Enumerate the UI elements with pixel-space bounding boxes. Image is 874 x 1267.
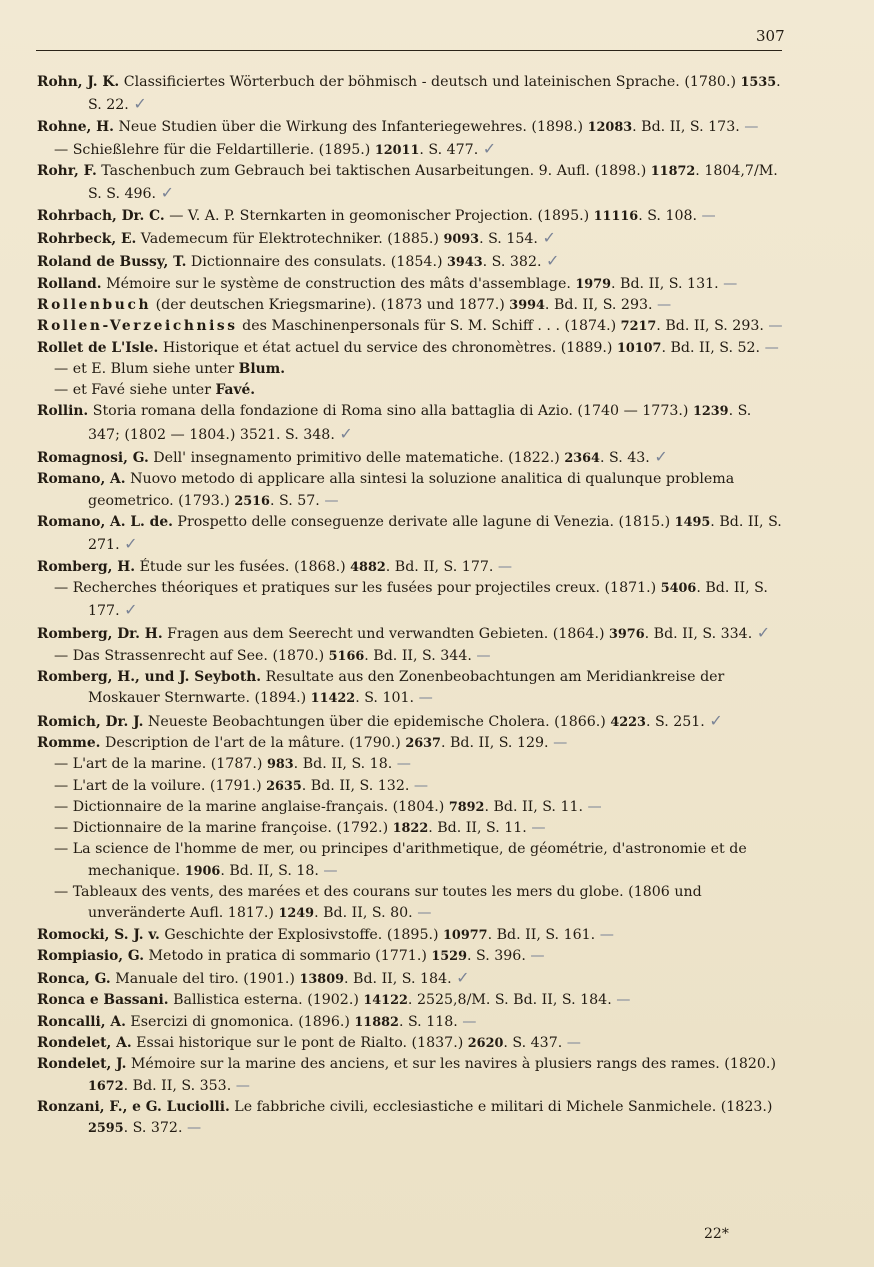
entry-title: Fragen aus dem Seerecht und verwandten Gebieten. (1864.)	[162, 626, 609, 643]
entry-author: Romberg, H., und J. Seyboth.	[37, 669, 262, 686]
entry-location: . Bd. II, S. 18.	[220, 862, 319, 879]
dash-mark-icon: —	[744, 118, 759, 135]
entry-title: — Das Strassenrecht auf See. (1870.)	[54, 647, 329, 664]
entry-location: . S. 108.	[638, 207, 698, 224]
entry-title: Dell' insegnamento primitivo delle matematiche. (1822.)	[148, 450, 565, 467]
entry-title: — Dictionnaire de la marine françoise. (1792.)	[54, 820, 393, 837]
entry-number: 1529	[431, 948, 467, 964]
entry-location: . Bd. II, S. 132.	[301, 777, 410, 794]
catalog-entry	[37, 1033, 783, 1054]
entry-number: 2516	[234, 493, 270, 509]
entry-number: 14122	[363, 993, 408, 1009]
catalog-entry	[37, 161, 783, 206]
check-mark-icon: ✓	[709, 710, 723, 730]
check-mark-icon: ✓	[654, 447, 668, 467]
entry-author: Rohrbach, Dr. C.	[37, 207, 165, 224]
entry-title: Neue Studien über die Wirkung des Infanteriegewehres. (1898.)	[113, 118, 588, 135]
catalog-entry	[37, 316, 783, 337]
entry-author: Rohn, J. K.	[37, 74, 120, 90]
page-number: 307	[756, 27, 785, 45]
entry-title: Classificiertes Wörterbuch der böhmisch - deutsch und lateinischen Sprache. (1780.)	[119, 74, 741, 90]
entry-location: . Bd. II, S. 353.	[123, 1077, 232, 1094]
dash-mark-icon: —	[497, 558, 513, 575]
entry-author: Ronca e Bassani.	[37, 992, 169, 1009]
catalog-entry	[37, 818, 783, 839]
entry-location: . Bd. II, S. 184.	[344, 971, 452, 988]
entry-number: 1495	[674, 514, 711, 530]
entry-author: Romano, A.	[37, 471, 126, 488]
entry-location: . S. 396.	[467, 947, 526, 964]
entry-location: . Bd. II, S. 344.	[364, 647, 472, 664]
header-rule	[36, 50, 782, 51]
entry-location: . 1804,7/M. S. S. 496.	[88, 163, 778, 203]
entry-author: Rohne, H.	[37, 118, 114, 135]
entry-number: 11422	[310, 691, 356, 707]
entry-location: . Bd. II, S. 173.	[632, 118, 740, 135]
catalog-entry	[37, 72, 783, 117]
entry-number: 10107	[616, 340, 662, 356]
entry-number: 1672	[88, 1078, 124, 1094]
entry-location: . Bd. II, S. 18.	[293, 756, 393, 773]
entry-location: . Bd. II, S. 271.	[88, 513, 782, 554]
entry-author: Romocki, S. J. v.	[37, 926, 160, 943]
catalog-entry	[37, 338, 783, 359]
entry-number: 1239	[692, 404, 729, 420]
entry-title: — Schießlehre für die Feldartillerie. (1895.)	[54, 141, 375, 158]
entry-reference: Blum.	[238, 360, 286, 377]
catalog-entry	[37, 882, 783, 925]
entry-location: . S. 154.	[479, 231, 538, 248]
entry-number: 13809	[299, 972, 345, 988]
dash-mark-icon: —	[476, 647, 491, 664]
entry-number: 11882	[354, 1014, 399, 1030]
catalog-entry	[37, 622, 783, 645]
entry-number: 2620	[467, 1036, 504, 1052]
dash-mark-icon: —	[531, 820, 546, 837]
entry-number: 2637	[405, 735, 441, 751]
entry-author: Rohrbeck, E.	[37, 231, 137, 248]
catalog-entry	[37, 469, 783, 512]
entry-location: . Bd. II, S. 80.	[314, 905, 413, 922]
entry-author: Rollin.	[37, 403, 89, 420]
dash-mark-icon: —	[764, 339, 779, 356]
entry-reference: Favé.	[215, 382, 256, 399]
entry-location: . S. 477.	[419, 141, 479, 158]
entry-title: Geschichte der Explosivstoffe. (1895.)	[159, 926, 444, 943]
entry-title: Mémoire sur le système de construction des mâts d'assemblage.	[101, 275, 576, 292]
entry-number: 9093	[443, 232, 480, 248]
entry-author: Romano, A. L. de.	[37, 513, 173, 530]
entry-title: — Recherches théoriques et pratiques sur les fusées pour projectiles creux. (1871.)	[54, 579, 661, 596]
dash-mark-icon: —	[701, 207, 716, 224]
entry-title: (der deutschen Kriegsmarine). (1873 und 1877.)	[151, 296, 510, 313]
entry-number: 5406	[660, 580, 697, 596]
entry-title: Étude sur les fusées. (1868.)	[135, 558, 351, 575]
catalog-entry	[37, 250, 783, 273]
entry-location: . Bd. II, S. 52.	[661, 339, 761, 356]
catalog-entry	[37, 967, 783, 990]
entry-author: Rollet de L'Isle.	[37, 339, 159, 356]
dash-mark-icon: —	[324, 492, 339, 509]
entry-number: 2364	[564, 451, 600, 467]
entry-location: . Bd. II, S. 161.	[487, 926, 596, 943]
entry-number: 983	[266, 757, 294, 773]
entry-title: Description de l'art de la mâture. (1790.)	[100, 734, 406, 751]
entry-title: — Dictionnaire de la marine anglaise-français. (1804.)	[54, 798, 449, 815]
entry-number: 5166	[328, 648, 365, 664]
catalog-entry	[37, 1012, 783, 1033]
entry-number: 4223	[610, 714, 646, 730]
entry-title: — Tableaux des vents, des marées et des courans sur toutes les mers du globe. (1806 und unveränderte Aufl. 1817.)	[54, 883, 702, 922]
entry-location: . S. 437.	[503, 1035, 563, 1052]
dash-mark-icon: —	[553, 734, 568, 751]
dash-mark-icon: —	[530, 947, 545, 964]
entry-number: 4882	[350, 559, 386, 575]
entry-author: Ronca, G.	[37, 971, 111, 988]
catalog-entry	[37, 1097, 783, 1140]
entry-title: Esercizi di gnomonica. (1896.)	[125, 1013, 355, 1030]
catalog-entry	[37, 274, 783, 295]
entry-number: 1906	[184, 863, 221, 879]
dash-mark-icon: —	[616, 992, 631, 1009]
dash-mark-icon: —	[186, 1120, 202, 1137]
entry-spaced-title: Rollen-Verzeichniss	[37, 318, 238, 335]
entry-number: 1979	[575, 276, 612, 292]
catalog-entry	[37, 206, 783, 227]
entry-title: Historique et état actuel du service des chronomètres. (1889.)	[158, 339, 617, 356]
dash-mark-icon: —	[235, 1077, 250, 1094]
catalog-entry	[37, 401, 783, 446]
entry-title: Le fabbriche civili, ecclesiastiche e militari di Michele Sanmichele. (1823.)	[229, 1098, 773, 1115]
signature-mark: 22*	[704, 1226, 729, 1242]
entry-location: . Bd. II, S. 177.	[385, 558, 494, 575]
dash-mark-icon: —	[396, 756, 411, 773]
check-mark-icon: ✓	[133, 94, 147, 114]
dash-mark-icon: —	[462, 1013, 477, 1030]
catalog-entry	[37, 667, 783, 710]
entry-number: 2595	[88, 1121, 124, 1137]
entry-number: 10977	[443, 927, 488, 943]
entry-location: . Bd. II, S. 129.	[440, 734, 549, 751]
catalog-entry	[37, 797, 783, 818]
entry-location: . Bd. II, S. 334.	[644, 626, 753, 643]
entry-spaced-title: Rollenbuch	[37, 296, 152, 313]
entry-title: — V. A. P. Sternkarten in geomonischer Projection. (1895.)	[164, 207, 594, 224]
catalog-entry	[37, 117, 783, 138]
catalog-entry	[37, 557, 783, 578]
catalog-entry	[37, 710, 783, 733]
entry-number: 1249	[278, 906, 315, 922]
entry-title: — et Favé siehe unter	[54, 382, 216, 399]
entry-number: 3994	[509, 297, 545, 313]
catalog-entry	[37, 227, 783, 250]
entry-title: Manuale del tiro. (1901.)	[110, 971, 300, 988]
entry-title: Taschenbuch zum Gebrauch bei taktischen Ausarbeitungen. 9. Aufl. (1898.)	[96, 163, 651, 180]
check-mark-icon: ✓	[124, 600, 138, 620]
entry-location: . S. 22.	[88, 74, 781, 114]
entry-location: . S. 57.	[269, 492, 320, 509]
entry-author: Rolland.	[37, 275, 102, 292]
catalog-entry	[37, 446, 783, 469]
catalog-entry	[37, 295, 783, 316]
entry-location: . S. 43.	[599, 450, 650, 467]
catalog-entry	[37, 1054, 783, 1097]
entry-location: . Bd. II, S. 293.	[544, 296, 653, 313]
check-mark-icon: ✓	[124, 534, 138, 554]
entry-location: . S. 372.	[123, 1120, 183, 1137]
check-mark-icon: ✓	[756, 623, 771, 643]
catalog-entry	[37, 138, 783, 161]
dash-mark-icon: —	[587, 798, 602, 815]
dash-mark-icon: —	[723, 275, 738, 292]
entry-author: Romberg, H.	[37, 558, 136, 575]
check-mark-icon: ✓	[546, 251, 560, 271]
entry-number: 3976	[609, 627, 645, 643]
dash-mark-icon: —	[418, 690, 433, 707]
catalog-entry	[37, 646, 783, 667]
entry-title: Neueste Beobachtungen über die epidemische Cholera. (1866.)	[143, 713, 611, 730]
entry-author: Ronzani, F., e G. Luciolli.	[37, 1098, 230, 1115]
dash-mark-icon: —	[768, 318, 783, 335]
entry-author: Roland de Bussy, T.	[37, 254, 187, 271]
entry-title: — L'art de la marine. (1787.)	[54, 756, 267, 773]
entry-author: Roncalli, A.	[37, 1013, 126, 1030]
entry-number: 11116	[593, 208, 639, 224]
entry-title: Mémoire sur la marine des anciens, et sur les navires à plusiers rangs des rames. (1820.)	[126, 1056, 776, 1073]
catalog-entry	[37, 776, 783, 797]
catalog-entry	[37, 359, 783, 380]
entry-location: . 2525,8/M. S. Bd. II, S. 184.	[407, 992, 612, 1009]
entry-location: . S. 382.	[482, 254, 542, 271]
entry-number: 3943	[447, 255, 483, 271]
entry-title: — La science de l'homme de mer, ou principes d'arithmetique, de géométrie, d'astronomie et de mechanique.	[54, 841, 747, 879]
entry-title: Ballistica esterna. (1902.)	[168, 992, 364, 1009]
entry-location: . Bd. II, S. 131.	[611, 275, 719, 292]
entry-author: Rondelet, J.	[37, 1056, 127, 1073]
catalog-entry	[37, 512, 783, 557]
entry-number: 11872	[650, 164, 696, 180]
entry-title: — L'art de la voilure. (1791.)	[54, 777, 267, 794]
check-mark-icon: ✓	[339, 423, 353, 443]
entry-title: Vademecum für Elektrotechniker. (1885.)	[136, 231, 444, 248]
entry-title: Prospetto delle conseguenze derivate alle lagune di Venezia. (1815.)	[172, 513, 675, 530]
catalog-entry	[37, 754, 783, 775]
entry-author: Rondelet, A.	[37, 1035, 132, 1052]
entry-title: Metodo in pratica di sommario (1771.)	[144, 947, 432, 964]
entry-author: Romich, Dr. J.	[37, 713, 144, 730]
entry-title: Storia romana della fondazione di Roma sino alla battaglia di Azio. (1740 — 1773.)	[88, 403, 693, 420]
entry-author: Romme.	[37, 734, 101, 751]
catalog-entry	[37, 990, 783, 1011]
entry-author: Romberg, Dr. H.	[37, 626, 163, 643]
check-mark-icon: ✓	[456, 968, 470, 988]
check-mark-icon: ✓	[160, 183, 174, 203]
entry-title: — et E. Blum siehe unter	[54, 360, 239, 377]
entry-author: Romagnosi, G.	[37, 450, 149, 467]
catalog-entry	[37, 733, 783, 754]
entry-number: 12083	[587, 119, 633, 135]
entry-number: 7892	[448, 799, 485, 815]
entry-title: Nuovo metodo di applicare alla sintesi la soluzione analitica di qualunque problema geometrico. (1793.)	[88, 471, 735, 509]
dash-mark-icon: —	[413, 777, 429, 794]
check-mark-icon: ✓	[482, 138, 497, 158]
catalog-entry	[37, 946, 783, 967]
catalog-entry	[37, 925, 783, 946]
entry-location: . S. 101.	[355, 690, 415, 707]
entry-location: . S. 347; (1802 — 1804.) 3521. S. 348.	[88, 403, 752, 443]
entry-number: 7217	[620, 319, 657, 335]
dash-mark-icon: —	[417, 905, 432, 922]
entry-number: 1535	[740, 75, 777, 90]
entry-location: . Bd. II, S. 293.	[656, 318, 764, 335]
dash-mark-icon: —	[323, 862, 338, 879]
dash-mark-icon: —	[657, 296, 672, 313]
dash-mark-icon: —	[566, 1035, 581, 1052]
entry-list	[37, 72, 783, 1140]
entry-author: Rohr, F.	[37, 163, 97, 180]
catalog-entry	[37, 578, 783, 623]
entry-number: 12011	[374, 142, 420, 158]
entry-location: . Bd. II, S. 177.	[88, 579, 768, 620]
catalog-entry	[37, 380, 783, 401]
entry-title: Dictionnaire des consulats. (1854.)	[186, 254, 448, 271]
entry-location: . S. 251.	[645, 713, 705, 730]
check-mark-icon: ✓	[542, 228, 556, 248]
dash-mark-icon: —	[599, 926, 614, 943]
entry-number: 1822	[392, 821, 429, 837]
entry-location: . Bd. II, S. 11.	[428, 820, 527, 837]
entry-location: . S. 118.	[398, 1013, 458, 1030]
entry-title: des Maschinenpersonals für S. M. Schiff . . . (1874.)	[237, 318, 621, 335]
entry-title: Resultate aus den Zonenbeobachtungen am Meridiankreise der Moskauer Sternwarte. (1894.)	[88, 669, 725, 707]
entry-number: 2635	[266, 778, 302, 794]
entry-location: . Bd. II, S. 11.	[484, 798, 584, 815]
entry-title: Essai historique sur le pont de Rialto. (1837.)	[131, 1035, 468, 1052]
catalog-entry	[37, 839, 783, 882]
entry-author: Rompiasio, G.	[37, 947, 145, 964]
